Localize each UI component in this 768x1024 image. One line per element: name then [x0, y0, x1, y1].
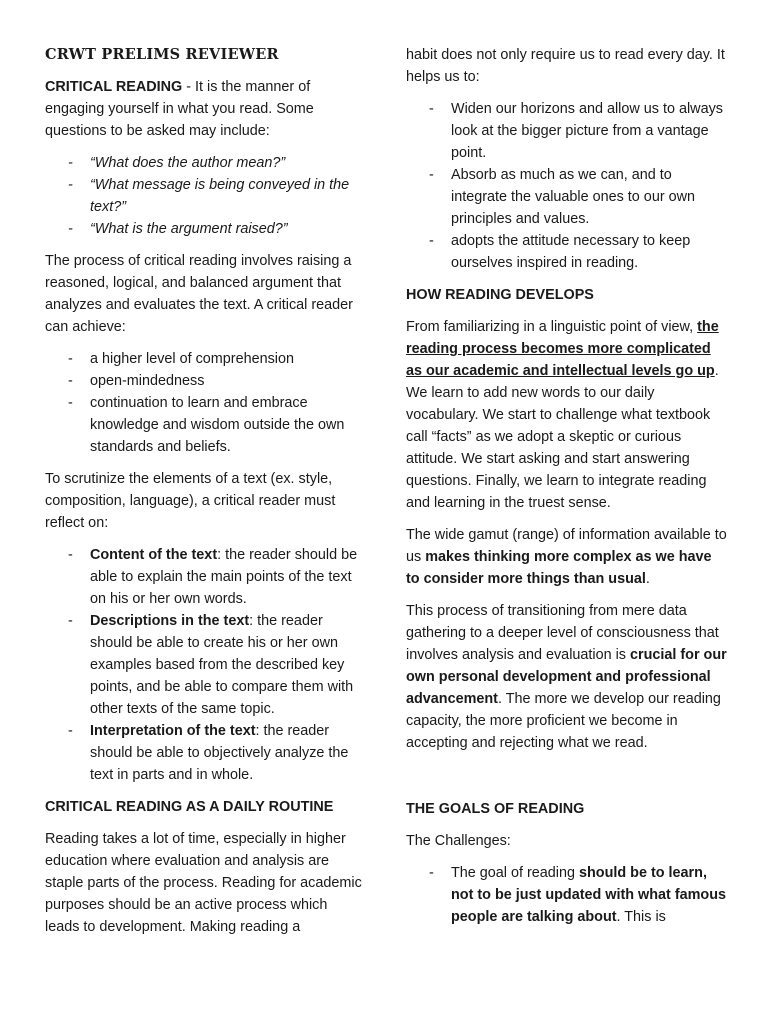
- critical-reading-paragraph: [45, 76, 363, 142]
- text-run: .: [645, 571, 650, 587]
- text-run: . We learn to add new words to our daily vocabulary. We start to challenge what textbook call “facts” as we adopt a skeptic or curious attitude. We start asking and start answering questions. Finally, we learn to integrate reading and learning in the truest sense.: [406, 363, 719, 511]
- develops-paragraph-2: [406, 524, 728, 590]
- routine-paragraph: Reading takes a lot of time, especially in higher education where evaluation and analysis are staple parts of the process. Reading for academic purposes should be an active process which leads to development. Making reading a: [45, 831, 362, 935]
- left-column: [45, 44, 363, 948]
- list-item: - “What message is being conveyed in the text?”: [45, 174, 363, 218]
- challenges-label: The Challenges:: [406, 833, 511, 849]
- develops-heading: HOW READING DEVELOPS: [406, 287, 594, 303]
- element-term: Descriptions in the text: [90, 613, 250, 629]
- element-desc: : the reader should be able to explain the main points of the text on his or her own words.: [90, 547, 358, 607]
- list-item: - Absorb as much as we can, and to integrate the valuable ones to our own principles and values.: [406, 164, 728, 230]
- list-item: - open-mindedness: [45, 370, 363, 392]
- text-run: The goal of reading: [451, 865, 580, 881]
- element-term: Interpretation of the text: [90, 723, 256, 739]
- right-column: [406, 44, 728, 938]
- text-run: . The more we develop our reading capacity, the more proficient we become in accepting and rejecting what we read.: [406, 691, 721, 751]
- text-run: This process of transitioning from mere data gathering to a deeper level of consciousness that involves analysis and evaluation is: [406, 603, 719, 663]
- helps-list: [406, 98, 728, 274]
- underlined-emphasis: the reading process becomes more complicated as our academic and intellectual levels go up: [406, 319, 719, 379]
- goals-heading: THE GOALS OF READING: [406, 801, 585, 817]
- achievements-list: [45, 348, 363, 458]
- elements-list: [45, 544, 363, 786]
- critical-reading-definition: - It is the manner of engaging yourself in what you read. Some questions to be asked may include:: [45, 79, 314, 139]
- process-paragraph: The process of critical reading involves raising a reasoned, logical, and balanced argument that analyzes and evaluates the text. A critical reader can achieve:: [45, 253, 353, 335]
- list-item: [45, 720, 363, 786]
- bold-emphasis: makes thinking more complex as we have to consider more things than usual: [406, 549, 712, 587]
- list-item: - continuation to learn and embrace knowledge and wisdom outside the own standards and beliefs.: [45, 392, 363, 458]
- list-item: - adopts the attitude necessary to keep ourselves inspired in reading.: [406, 230, 728, 274]
- text-run: From familiarizing in a linguistic point of view,: [406, 319, 698, 335]
- challenges-list: [406, 862, 728, 928]
- list-item: [45, 610, 363, 720]
- document-title: CRWT PRELIMS REVIEWER: [45, 46, 279, 63]
- bold-emphasis: should be to learn, not to be just updated with what famous people are talking about: [451, 865, 727, 925]
- scrutinize-paragraph: To scrutinize the elements of a text (ex. style, composition, language), a critical reader must reflect on:: [45, 471, 336, 531]
- list-item: [406, 862, 728, 928]
- routine-continued-paragraph: habit does not only require us to read every day. It helps us to:: [406, 47, 725, 85]
- element-desc: : the reader should be able to objectively analyze the text in parts and in whole.: [90, 723, 349, 783]
- text-run: The wide gamut (range) of information available to us: [406, 527, 727, 565]
- list-item: - “What does the author mean?”: [45, 152, 363, 174]
- list-item: - a higher level of comprehension: [45, 348, 363, 370]
- develops-paragraph-3: [406, 600, 728, 754]
- critical-reading-term: CRITICAL READING: [45, 79, 183, 95]
- element-term: Content of the text: [90, 547, 218, 563]
- bold-emphasis: crucial for our own personal development and professional advancement: [406, 647, 727, 707]
- list-item: - Widen our horizons and allow us to always look at the bigger picture from a vantage point.: [406, 98, 728, 164]
- list-item: [45, 544, 363, 610]
- spacer: [406, 764, 728, 798]
- develops-paragraph-1: [406, 316, 728, 514]
- text-run: . This is: [616, 909, 666, 925]
- questions-list: [45, 152, 363, 240]
- list-item: - “What is the argument raised?”: [45, 218, 363, 240]
- routine-heading: CRITICAL READING AS A DAILY ROUTINE: [45, 799, 334, 815]
- element-desc: : the reader should be able to create his or her own examples based from the described key points, and be able to compare them with other texts of the same topic.: [90, 613, 354, 717]
